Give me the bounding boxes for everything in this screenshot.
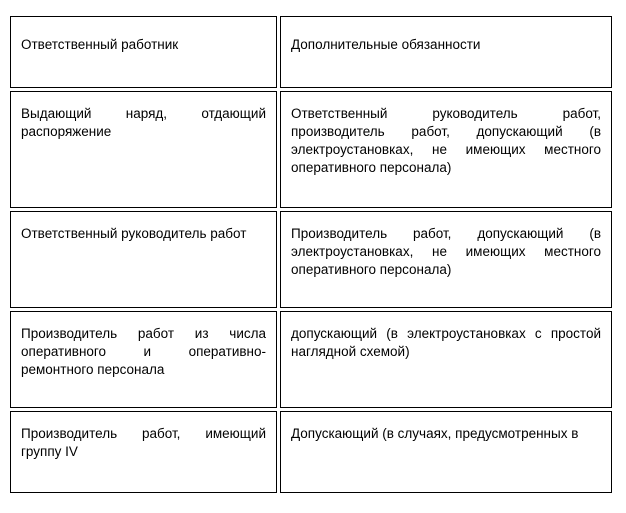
cell-worker: Производитель работ из числа оперативного и оперативно-ремонтного персонала bbox=[10, 311, 277, 408]
cell-worker: Ответственный руководитель работ bbox=[10, 211, 277, 308]
duties-table bbox=[7, 13, 615, 496]
cell-worker: Выдающий наряд, отдающий распоряжение bbox=[10, 91, 277, 208]
header-cell-duties: Дополнительные обязанности bbox=[280, 16, 612, 88]
cell-duties: Производитель работ, допускающий (в электроустановках, не имеющих местного оперативного персонала) bbox=[280, 211, 612, 308]
table-row bbox=[10, 411, 612, 493]
cell-duties: допускающий (в электроустановках с простой наглядной схемой) bbox=[280, 311, 612, 408]
table-row bbox=[10, 211, 612, 308]
table-row bbox=[10, 311, 612, 408]
table-header-row bbox=[10, 16, 612, 88]
cell-duties: Допускающий (в случаях, предусмотренных в bbox=[280, 411, 612, 493]
cell-worker: Производитель работ, имеющий группу IV bbox=[10, 411, 277, 493]
table-row bbox=[10, 91, 612, 208]
header-cell-worker: Ответственный работник bbox=[10, 16, 277, 88]
cell-duties: Ответственный руководитель работ, производитель работ, допускающий (в электроустановках, не имеющих местного оперативного персонала) bbox=[280, 91, 612, 208]
